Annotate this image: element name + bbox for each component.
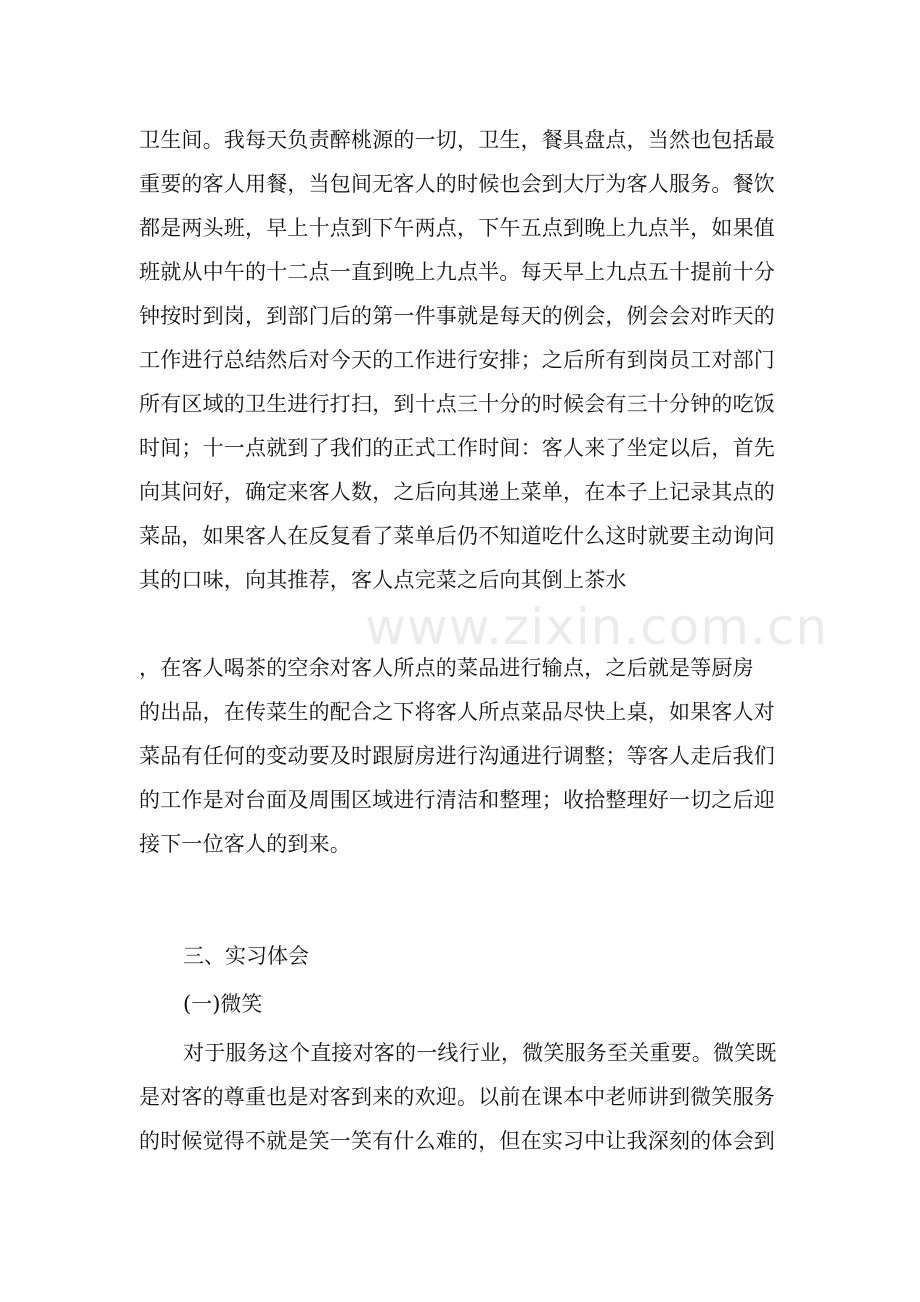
text-line: 接下一位客人的到来。 (139, 832, 351, 856)
text-line: 都是两头班，早上十点到下午两点，下午五点到晚上九点半，如果值 (139, 216, 775, 240)
text-line: 工作进行总结然后对今天的工作进行安排；之后所有到岗员工对部门 (139, 348, 775, 372)
text-line: 是对客的尊重也是对客到来的欢迎。以前在课本中老师讲到微笑服务 (139, 1085, 775, 1109)
paragraph-smile (139, 1031, 799, 1163)
text-line: 的时候觉得不就是笑一笑有什么难的，但在实习中让我深刻的体会到 (139, 1129, 775, 1153)
text-line: 的出品，在传菜生的配合之下将客人所点菜品尽快上桌，如果客人对 (139, 700, 775, 724)
text-line: 菜品有任何的变动要及时跟厨房进行沟通进行调整；等客人走后我们 (139, 744, 775, 768)
paragraph-service-flow (139, 646, 799, 866)
text-line: 所有区域的卫生进行打扫，到十点三十分的时候会有三十分钟的吃饭 (139, 392, 775, 416)
text-line: 的工作是对台面及周围区域进行清洁和整理；收拾整理好一切之后迎 (139, 788, 775, 812)
section-heading: 三、实习体会 (183, 944, 309, 968)
text-line: 向其问好，确定来客人数，之后向其递上菜单，在本子上记录其点的 (139, 480, 775, 504)
text-line: 时间；十一点就到了我们的正式工作时间：客人来了坐定以后，首先 (139, 436, 775, 460)
text-line: 钟按时到岗，到部门后的第一件事就是每天的例会，例会会对昨天的 (139, 304, 775, 328)
text-line: 其的口味，向其推荐，客人点完菜之后向其倒上茶水 (139, 568, 627, 592)
text-line: 卫生间。我每天负责醉桃源的一切，卫生，餐具盘点，当然也包括最 (139, 128, 775, 152)
text-line: 菜品，如果客人在反复看了菜单后仍不知道吃什么这时就要主动询问 (139, 524, 775, 548)
text-line: 重要的客人用餐，当包间无客人的时候也会到大厅为客人服务。餐饮 (139, 172, 775, 196)
subsection-heading: (一)微笑 (183, 992, 263, 1016)
watermark: www.zixin.com.cn (365, 598, 829, 656)
text-line: 班就从中午的十二点一直到晚上九点半。每天早上九点五十提前十分 (139, 260, 775, 284)
text-line: 对于服务这个直接对客的一线行业，微笑服务至关重要。微笑既 (183, 1041, 777, 1065)
text-line: ，在客人喝茶的空余对客人所点的菜品进行输点，之后就是等厨房 (139, 656, 754, 680)
paragraph-work-routine (139, 118, 799, 602)
